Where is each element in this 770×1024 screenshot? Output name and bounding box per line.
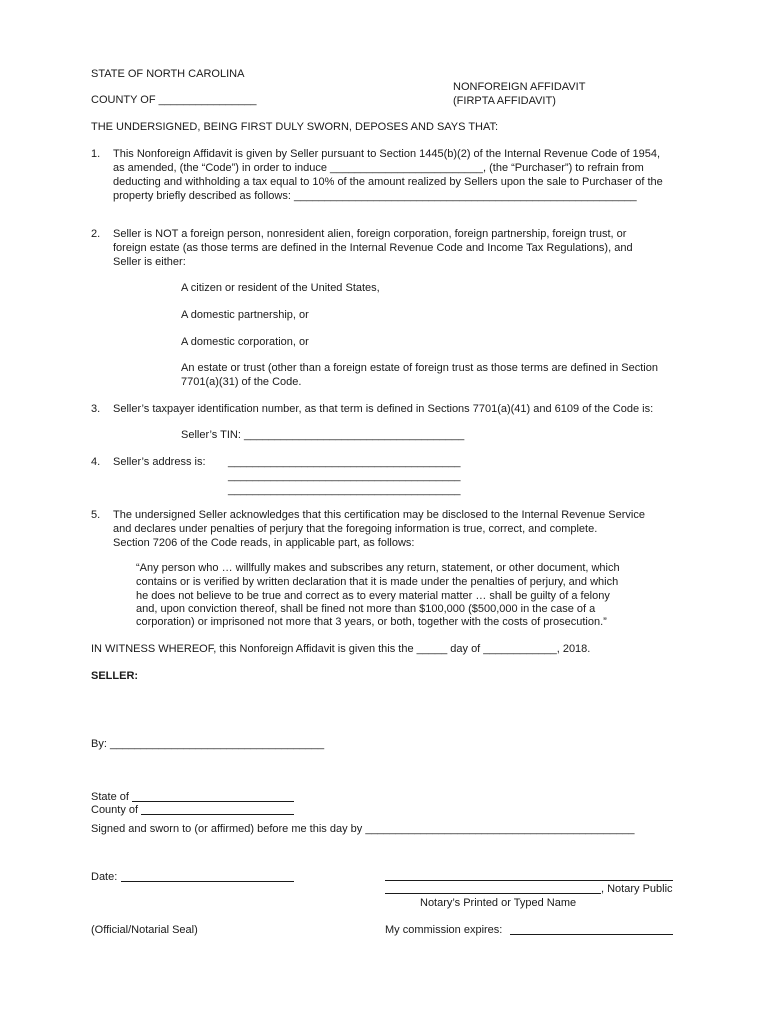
quote-line-4: and, upon conviction thereof, shall be fined not more than $100,000 ($500,000 in the case of a xyxy=(136,603,596,615)
item-2-line-1: Seller is NOT a foreign person, nonresident alien, foreign corporation, foreign partnership, foreign trust, or xyxy=(113,228,627,240)
item-5-line-3: Section 7206 of the Code reads, in applicable part, as follows: xyxy=(113,537,415,549)
seller-heading: SELLER: xyxy=(91,670,139,682)
notary-public-label: , Notary Public xyxy=(601,883,673,895)
item-number-2: 2. xyxy=(91,228,101,240)
notary-printed-name-label: Notary’s Printed or Typed Name xyxy=(420,897,577,909)
option-citizen: A citizen or resident of the United States, xyxy=(181,282,380,294)
option-estate-line-1: An estate or trust (other than a foreign estate of foreign trust as those terms are defined in Section xyxy=(181,362,658,374)
seller-signature-by[interactable]: By: ___________________________________ xyxy=(91,738,325,750)
item-number-3: 3. xyxy=(91,403,101,415)
item-1-line-4[interactable]: property briefly described as follows: ________________________________________________________ xyxy=(113,190,637,202)
seller-tin-field[interactable]: Seller’s TIN: ____________________________________ xyxy=(181,429,465,441)
item-number-5: 5. xyxy=(91,509,101,521)
signed-sworn-line[interactable]: Signed and sworn to (or affirmed) before me this day by ____________________________________________ xyxy=(91,823,635,835)
item-1-line-2[interactable]: as amended, (the “Code”) in order to induce _________________________, (the “Purchaser”) to refrain from xyxy=(113,162,644,174)
item-5-line-2: and declares under penalties of perjury that the foregoing information is true, correct, and complete. xyxy=(113,523,598,535)
item-2-line-2: foreign estate (as those terms are defined in the Internal Revenue Code and Income Tax Regulations), and xyxy=(113,242,633,254)
commission-expires-label: My commission expires: xyxy=(385,924,503,936)
notary-name-field[interactable] xyxy=(385,893,601,894)
quote-line-5: corporation) or imprisoned not more that 3 years, or both, together with the costs of prosecution.” xyxy=(136,616,607,628)
option-estate-line-2: 7701(a)(31) of the Code. xyxy=(181,376,302,388)
option-partnership: A domestic partnership, or xyxy=(181,309,309,321)
state-of-label: State of xyxy=(91,791,129,803)
county-of-label: County of xyxy=(91,804,139,816)
item-5-line-1: The undersigned Seller acknowledges that this certification may be disclosed to the Internal Revenue Service xyxy=(113,509,645,521)
item-2-line-3: Seller is either: xyxy=(113,256,186,268)
quote-line-3: he does not believe to be true and correct as to every material matter … shall be guilty of a felony xyxy=(136,590,610,602)
preamble: THE UNDERSIGNED, BEING FIRST DULY SWORN, DEPOSES AND SAYS THAT: xyxy=(91,121,499,133)
document-title: NONFOREIGN AFFIDAVIT xyxy=(453,81,586,93)
address-line-1[interactable]: ______________________________________ xyxy=(228,456,461,468)
address-line-2[interactable]: ______________________________________ xyxy=(228,470,461,482)
notary-signature-field[interactable] xyxy=(385,880,673,881)
document-subtitle: (FIRPTA AFFIDAVIT) xyxy=(453,95,556,107)
quote-line-1: “Any person who … willfully makes and subscribes any return, statement, or other document, which xyxy=(136,562,620,574)
item-1-line-1: This Nonforeign Affidavit is given by Seller pursuant to Section 1445(b)(2) of the Internal Revenue Code of 1954, xyxy=(113,148,661,160)
item-number-4: 4. xyxy=(91,456,101,468)
notarial-seal-label: (Official/Notarial Seal) xyxy=(91,924,198,936)
commission-expires-field[interactable] xyxy=(510,934,673,935)
state-of-field[interactable] xyxy=(132,801,294,802)
item-1-line-3: deducting and withholding a tax equal to 10% of the amount realized by Sellers upon the sale to Purchaser of the xyxy=(113,176,663,188)
county-line[interactable]: COUNTY OF ________________ xyxy=(91,94,257,106)
county-of-field[interactable] xyxy=(141,814,294,815)
option-corporation: A domestic corporation, or xyxy=(181,336,309,348)
quote-line-2: contains or is verified by written declaration that it is made under the penalties of perjury, and which xyxy=(136,576,619,588)
address-line-3[interactable]: ______________________________________ xyxy=(228,484,461,496)
item-4-text: Seller’s address is: xyxy=(113,456,206,468)
date-field[interactable] xyxy=(121,881,294,882)
date-label: Date: xyxy=(91,871,118,883)
item-3-text: Seller’s taxpayer identification number, as that term is defined in Sections 7701(a)(41) and 6109 of the Code is: xyxy=(113,403,654,415)
witness-statement[interactable]: IN WITNESS WHEREOF, this Nonforeign Affidavit is given this the _____ day of ____________, 2018. xyxy=(91,643,591,655)
state-line: STATE OF NORTH CAROLINA xyxy=(91,68,245,80)
item-number-1: 1. xyxy=(91,148,101,160)
